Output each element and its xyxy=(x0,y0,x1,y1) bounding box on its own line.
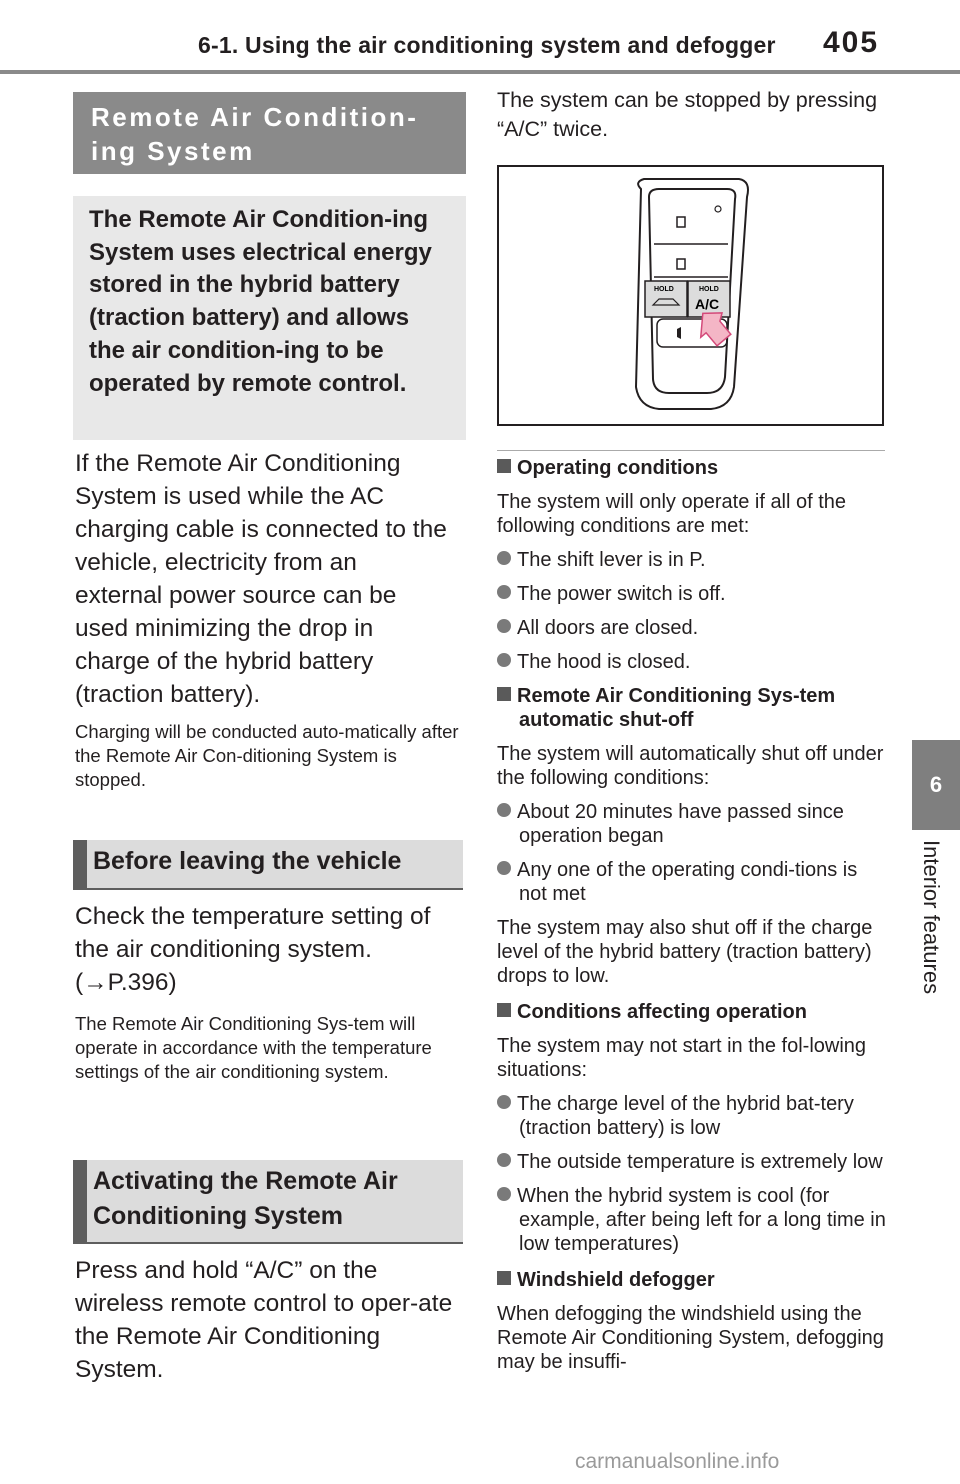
round-bullet-icon xyxy=(497,803,511,817)
defog-text: When defogging the windshield using the Remote Air Conditioning System, defogging may be insuffi- xyxy=(497,1303,884,1373)
square-bullet-icon xyxy=(497,1003,511,1017)
figure-rule xyxy=(497,450,885,451)
body-paragraph-2: Check the temperature setting of the air conditioning system. (→P.396) xyxy=(75,903,431,996)
list-item: The charge level of the hybrid bat-tery (traction battery) is low xyxy=(497,1092,887,1140)
defog-heading: Windshield defogger xyxy=(497,1268,887,1292)
chapter-label: Interior features xyxy=(919,840,944,995)
round-bullet-icon xyxy=(497,1153,511,1167)
lock-icon xyxy=(677,217,685,227)
ac-label: A/C xyxy=(695,296,720,312)
list-item: All doors are closed. xyxy=(497,616,887,640)
affect-intro: The system may not start in the fol-lowing situations: xyxy=(497,1035,867,1081)
shutoff-intro: The system will automatically shut off under the following conditions: xyxy=(497,743,884,789)
list-item: The power switch is off. xyxy=(497,582,887,606)
unlock-icon xyxy=(677,259,685,269)
round-bullet-icon xyxy=(497,551,511,565)
square-bullet-icon xyxy=(497,1271,511,1285)
round-bullet-icon xyxy=(497,861,511,875)
hold-label-left: HOLD xyxy=(654,286,674,293)
round-bullet-icon xyxy=(497,653,511,667)
list-item: About 20 minutes have passed since operation began xyxy=(497,800,887,848)
remote-ac-heading: Remote Air Condition-ing System xyxy=(73,92,466,174)
op-cond-intro: The system will only operate if all of the following conditions are met: xyxy=(497,491,847,537)
page-number: 405 xyxy=(823,26,880,59)
watermark: carmanualsonline.info xyxy=(575,1450,780,1473)
note-2: The Remote Air Conditioning Sys-tem will operate in accordance with the temperature settings of the air conditioning system. xyxy=(75,1013,432,1082)
section-title: 6-1. Using the air conditioning system and defogger xyxy=(198,32,776,58)
remote-key-figure xyxy=(497,165,884,426)
op-cond-heading: Operating conditions xyxy=(497,456,887,480)
right-column-notes xyxy=(497,456,887,1374)
before-leaving-heading: Before leaving the vehicle xyxy=(73,840,463,890)
square-bullet-icon xyxy=(497,459,511,473)
list-item: The hood is closed. xyxy=(497,650,887,674)
key-ring-hole xyxy=(715,206,721,212)
header-rule xyxy=(0,70,960,74)
stop-text: The system can be stopped by pressing “A/C” twice. xyxy=(497,88,878,141)
body-paragraph-3: Press and hold “A/C” on the wireless remote control to oper-ate the Remote Air Conditioning System. xyxy=(75,1257,453,1383)
shutoff-heading: Remote Air Conditioning Sys-tem automatic shut-off xyxy=(497,684,887,732)
affect-heading: Conditions affecting operation xyxy=(497,1000,887,1024)
round-bullet-icon xyxy=(497,619,511,633)
note-1: Charging will be conducted auto-matically after the Remote Air Con-ditioning System is stopped. xyxy=(75,721,459,790)
list-item: The shift lever is in P. xyxy=(497,548,887,572)
round-bullet-icon xyxy=(497,1095,511,1109)
activating-heading: Activating the Remote Air Conditioning System xyxy=(73,1160,463,1244)
list-item: When the hybrid system is cool (for example, after being left for a long time in low temperatures) xyxy=(497,1184,887,1256)
remote-key-illustration xyxy=(499,167,882,424)
round-bullet-icon xyxy=(497,1187,511,1201)
body-paragraph-1: If the Remote Air Conditioning System is used while the AC charging cable is connected to the vehicle, electricity from an external power source can be used minimizing the drop in charge of the hybrid battery (traction battery). xyxy=(75,450,447,708)
square-bullet-icon xyxy=(497,687,511,701)
round-bullet-icon xyxy=(497,585,511,599)
summary-box: The Remote Air Condition-ing System uses electrical energy stored in the hybrid battery (traction battery) and allows the air condition-ing to be operated by remote control. xyxy=(73,196,466,440)
list-item: Any one of the operating condi-tions is not met xyxy=(497,858,887,906)
chapter-tab: 6 xyxy=(912,740,960,830)
shutoff-note: The system may also shut off if the charge level of the hybrid battery (traction battery) drops to low. xyxy=(497,917,873,987)
horn-icon xyxy=(677,327,681,339)
list-item: The outside temperature is extremely low xyxy=(497,1150,887,1174)
hold-label-right: HOLD xyxy=(699,286,719,293)
